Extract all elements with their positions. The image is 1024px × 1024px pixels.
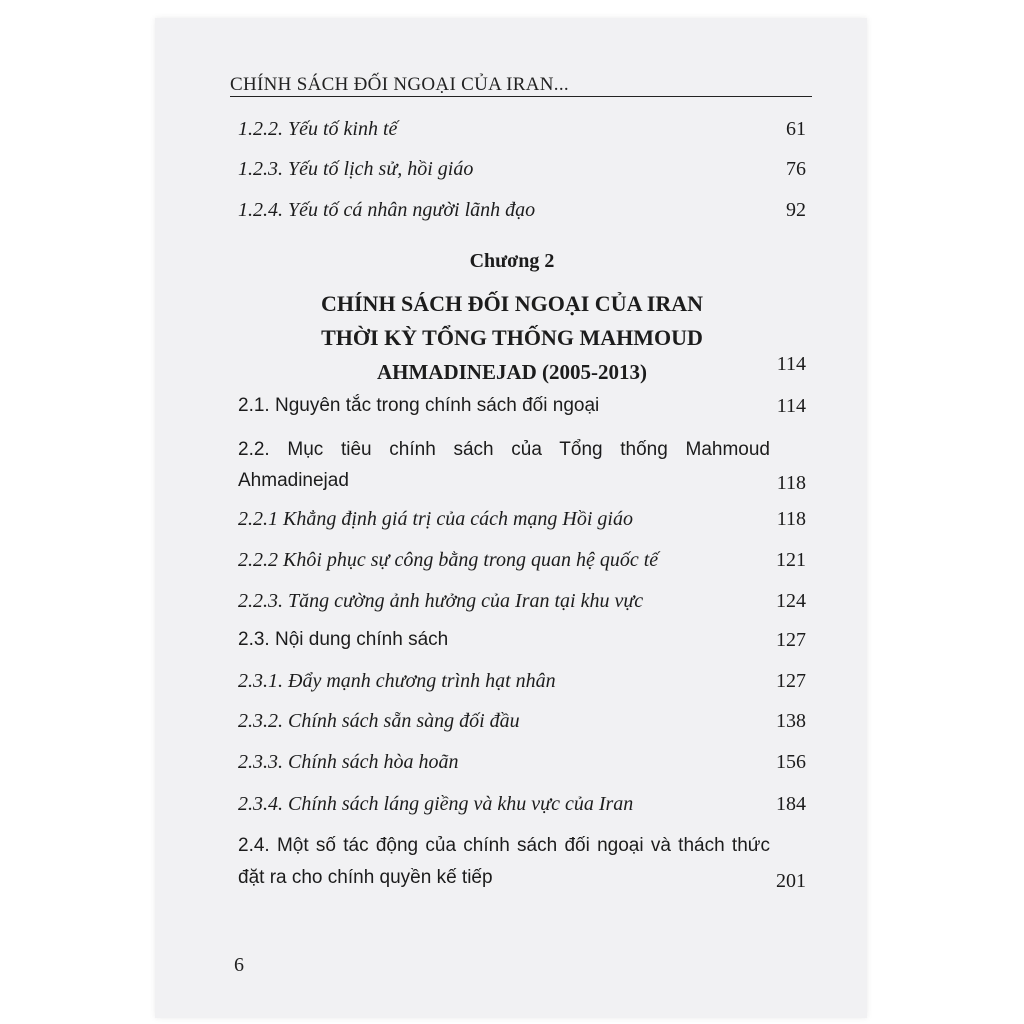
chapter-title-line: CHÍNH SÁCH ĐỐI NGOẠI CỦA IRAN (321, 291, 703, 316)
toc-entry-page: 121 (776, 549, 806, 571)
toc-entry-2-3-4 (238, 791, 806, 817)
toc-entry-page: 76 (786, 158, 806, 180)
toc-entry-2-2-3 (238, 588, 806, 614)
toc-entry-2-2-1 (238, 506, 806, 532)
chapter-title-line: AHMADINEJAD (2005-2013) (376, 360, 648, 384)
page-number: 6 (234, 954, 244, 976)
header-divider (230, 96, 812, 97)
toc-entry-page: 156 (776, 751, 806, 773)
toc-entry-label: 2.1. Nguyên tắc trong chính sách đối ngoại (238, 395, 600, 416)
toc-entry-2-3-2 (238, 708, 806, 734)
toc-entry-label: 2.3.3. Chính sách hòa hoãn (238, 751, 459, 773)
toc-entry-label: 2.3.2. Chính sách sẵn sàng đối đầu (238, 710, 520, 732)
toc-entry-label: 2.2.2 Khôi phục sự công bằng trong quan hệ quốc tế (238, 549, 659, 571)
toc-entry-label: 1.2.2. Yếu tố kinh tế (238, 118, 398, 140)
toc-entry-page: 127 (776, 629, 806, 651)
toc-entry-1-2-2 (238, 116, 806, 142)
toc-entry-label: 1.2.3. Yếu tố lịch sử, hồi giáo (238, 158, 474, 180)
toc-entry-2-3-1 (238, 668, 806, 694)
toc-entry-page: 92 (786, 199, 806, 221)
toc-entry-page: 127 (776, 670, 806, 692)
toc-entry-2-4 (238, 830, 806, 894)
toc-entry-label: 1.2.4. Yếu tố cá nhân người lãnh đạo (238, 199, 536, 221)
toc-entry-1-2-3 (238, 156, 806, 182)
toc-entry-label: 2.2. Mục tiêu chính sách của Tổng thống Mahmoud Ahmadinejad (238, 439, 770, 491)
toc-entry-2-2-2 (238, 547, 806, 573)
toc-entry-label: 2.4. Một số tác động của chính sách đối ngoại và thách thức đặt ra cho chính quyền kế tiếp (238, 835, 770, 888)
toc-entry-page: 201 (776, 870, 806, 892)
toc-entry-2-3-3 (238, 749, 806, 775)
chapter-label: Chương 2 (469, 250, 555, 272)
toc-entry-2-3 (238, 627, 806, 653)
toc-entry-1-2-4 (238, 197, 806, 223)
toc-entry-2-2 (238, 434, 806, 496)
toc-entry-label: 2.3. Nội dung chính sách (238, 629, 449, 650)
toc-entry-page: 118 (776, 508, 806, 530)
toc-entry-page: 61 (786, 118, 806, 140)
chapter-page-number: 114 (776, 353, 806, 375)
chapter-title (0, 287, 1024, 389)
toc-entry-page: 114 (776, 395, 806, 417)
toc-entry-label: 2.3.4. Chính sách láng giềng và khu vực của Iran (238, 793, 634, 815)
toc-entry-label: 2.2.3. Tăng cường ảnh hưởng của Iran tại khu vực (238, 590, 644, 612)
toc-entry-page: 138 (776, 710, 806, 732)
toc-entry-2-1 (238, 393, 806, 419)
toc-entry-label: 2.3.1. Đẩy mạnh chương trình hạt nhân (238, 670, 556, 692)
toc-entry-page: 118 (776, 472, 806, 494)
toc-entry-label: 2.2.1 Khẳng định giá trị của cách mạng Hồi giáo (238, 508, 633, 530)
running-header: CHÍNH SÁCH ĐỐI NGOẠI CỦA IRAN... (230, 74, 569, 95)
chapter-title-line: THỜI KỲ TỔNG THỐNG MAHMOUD (321, 325, 703, 350)
toc-entry-page: 184 (776, 793, 806, 815)
toc-entry-page: 124 (776, 590, 806, 612)
